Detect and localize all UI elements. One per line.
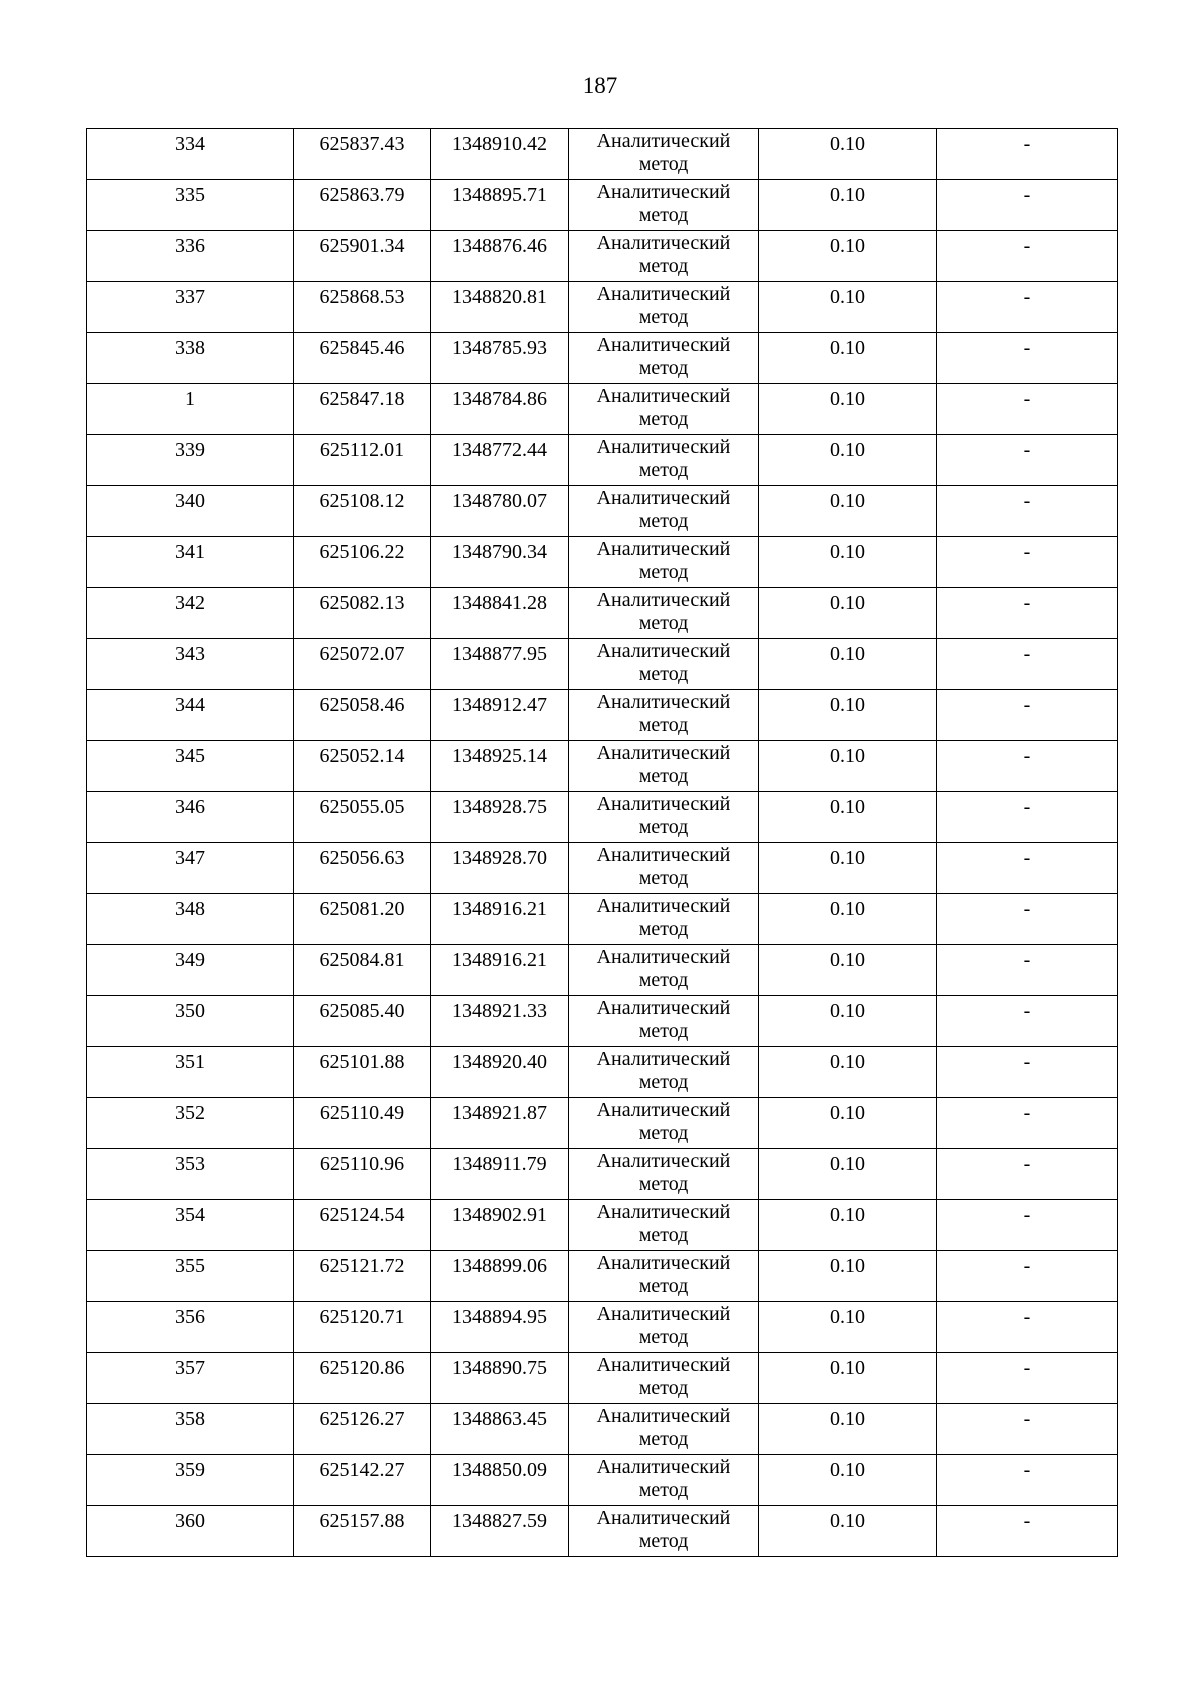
accuracy-cell: 0.10 [759,1251,937,1302]
x-coordinate-cell: 625837.43 [294,129,431,180]
method-cell [569,384,759,435]
method-line-2: метод [638,408,689,430]
x-coordinate-cell: 625120.71 [294,1302,431,1353]
y-coordinate-cell: 1348790.34 [431,537,569,588]
accuracy-cell: 0.10 [759,1302,937,1353]
coordinates-table [86,128,1118,1557]
note-cell: - [937,1455,1118,1506]
table-row [87,1302,1118,1353]
point-number-cell: 350 [87,996,294,1047]
y-coordinate-cell: 1348850.09 [431,1455,569,1506]
point-number-cell: 340 [87,486,294,537]
method-line-1: Аналитический [596,1099,731,1121]
method-line-1: Аналитический [596,232,731,254]
method-cell [569,486,759,537]
method-line-1: Аналитический [596,1048,731,1070]
method-line-2: метод [638,306,689,328]
y-coordinate-cell: 1348876.46 [431,231,569,282]
y-coordinate-cell: 1348895.71 [431,180,569,231]
x-coordinate-cell: 625868.53 [294,282,431,333]
method-line-2: метод [638,1428,689,1450]
method-line-1: Аналитический [596,1303,731,1325]
table-row [87,639,1118,690]
note-cell: - [937,1047,1118,1098]
point-number-cell: 338 [87,333,294,384]
note-cell: - [937,1506,1118,1557]
table-row [87,1200,1118,1251]
point-number-cell: 349 [87,945,294,996]
note-cell: - [937,1353,1118,1404]
table-row [87,843,1118,894]
method-line-2: метод [638,1020,689,1042]
note-cell: - [937,792,1118,843]
accuracy-cell: 0.10 [759,1506,937,1557]
table-row [87,894,1118,945]
method-line-2: метод [638,1326,689,1348]
method-cell [569,180,759,231]
x-coordinate-cell: 625106.22 [294,537,431,588]
method-line-1: Аналитический [596,997,731,1019]
point-number-cell: 342 [87,588,294,639]
method-line-2: метод [638,1530,689,1552]
note-cell: - [937,1200,1118,1251]
point-number-cell: 335 [87,180,294,231]
method-cell [569,1455,759,1506]
x-coordinate-cell: 625845.46 [294,333,431,384]
point-number-cell: 346 [87,792,294,843]
page-number: 187 [582,73,618,98]
accuracy-cell: 0.10 [759,129,937,180]
point-number-cell: 358 [87,1404,294,1455]
point-number-cell: 359 [87,1455,294,1506]
note-cell: - [937,690,1118,741]
method-cell [569,1149,759,1200]
point-number-cell: 347 [87,843,294,894]
table-row [87,690,1118,741]
method-line-1: Аналитический [596,691,731,713]
method-cell [569,1506,759,1557]
point-number-cell: 339 [87,435,294,486]
accuracy-cell: 0.10 [759,180,937,231]
method-cell [569,843,759,894]
note-cell: - [937,894,1118,945]
y-coordinate-cell: 1348902.91 [431,1200,569,1251]
x-coordinate-cell: 625124.54 [294,1200,431,1251]
x-coordinate-cell: 625110.96 [294,1149,431,1200]
x-coordinate-cell: 625085.40 [294,996,431,1047]
accuracy-cell: 0.10 [759,384,937,435]
y-coordinate-cell: 1348921.87 [431,1098,569,1149]
y-coordinate-cell: 1348916.21 [431,894,569,945]
method-line-2: метод [638,255,689,277]
note-cell: - [937,486,1118,537]
method-line-1: Аналитический [596,1252,731,1274]
point-number-cell: 356 [87,1302,294,1353]
point-number-cell: 343 [87,639,294,690]
y-coordinate-cell: 1348916.21 [431,945,569,996]
point-number-cell: 352 [87,1098,294,1149]
point-number-cell: 353 [87,1149,294,1200]
method-cell [569,639,759,690]
table-row [87,741,1118,792]
x-coordinate-cell: 625052.14 [294,741,431,792]
table-row [87,333,1118,384]
method-line-1: Аналитический [596,283,731,305]
method-line-2: метод [638,663,689,685]
y-coordinate-cell: 1348925.14 [431,741,569,792]
x-coordinate-cell: 625056.63 [294,843,431,894]
accuracy-cell: 0.10 [759,588,937,639]
note-cell: - [937,180,1118,231]
method-line-1: Аналитический [596,844,731,866]
accuracy-cell: 0.10 [759,843,937,894]
note-cell: - [937,588,1118,639]
table-row [87,282,1118,333]
x-coordinate-cell: 625082.13 [294,588,431,639]
method-cell [569,588,759,639]
table-row [87,1047,1118,1098]
accuracy-cell: 0.10 [759,333,937,384]
y-coordinate-cell: 1348827.59 [431,1506,569,1557]
accuracy-cell: 0.10 [759,231,937,282]
point-number-cell: 354 [87,1200,294,1251]
coordinates-table-body [87,129,1118,1557]
point-number-cell: 345 [87,741,294,792]
accuracy-cell: 0.10 [759,1047,937,1098]
method-line-1: Аналитический [596,946,731,968]
y-coordinate-cell: 1348890.75 [431,1353,569,1404]
method-cell [569,537,759,588]
method-line-1: Аналитический [596,742,731,764]
y-coordinate-cell: 1348899.06 [431,1251,569,1302]
table-row [87,435,1118,486]
y-coordinate-cell: 1348784.86 [431,384,569,435]
accuracy-cell: 0.10 [759,1149,937,1200]
y-coordinate-cell: 1348928.75 [431,792,569,843]
accuracy-cell: 0.10 [759,1404,937,1455]
x-coordinate-cell: 625101.88 [294,1047,431,1098]
y-coordinate-cell: 1348820.81 [431,282,569,333]
method-line-1: Аналитический [596,1456,731,1478]
x-coordinate-cell: 625901.34 [294,231,431,282]
method-line-1: Аналитический [596,1354,731,1376]
point-number-cell: 357 [87,1353,294,1404]
method-cell [569,129,759,180]
note-cell: - [937,129,1118,180]
x-coordinate-cell: 625847.18 [294,384,431,435]
point-number-cell: 348 [87,894,294,945]
accuracy-cell: 0.10 [759,282,937,333]
method-cell [569,1251,759,1302]
table-row [87,1353,1118,1404]
method-line-2: метод [638,816,689,838]
method-line-2: метод [638,1122,689,1144]
accuracy-cell: 0.10 [759,1200,937,1251]
method-cell [569,333,759,384]
table-row [87,945,1118,996]
x-coordinate-cell: 625072.07 [294,639,431,690]
note-cell: - [937,1098,1118,1149]
accuracy-cell: 0.10 [759,537,937,588]
x-coordinate-cell: 625110.49 [294,1098,431,1149]
note-cell: - [937,231,1118,282]
y-coordinate-cell: 1348911.79 [431,1149,569,1200]
x-coordinate-cell: 625863.79 [294,180,431,231]
method-line-1: Аналитический [596,589,731,611]
y-coordinate-cell: 1348780.07 [431,486,569,537]
x-coordinate-cell: 625121.72 [294,1251,431,1302]
accuracy-cell: 0.10 [759,690,937,741]
y-coordinate-cell: 1348910.42 [431,129,569,180]
method-line-2: метод [638,459,689,481]
method-line-2: метод [638,561,689,583]
method-line-2: метод [638,714,689,736]
y-coordinate-cell: 1348841.28 [431,588,569,639]
note-cell: - [937,1149,1118,1200]
method-cell [569,1302,759,1353]
y-coordinate-cell: 1348928.70 [431,843,569,894]
x-coordinate-cell: 625108.12 [294,486,431,537]
x-coordinate-cell: 625157.88 [294,1506,431,1557]
point-number-cell: 344 [87,690,294,741]
method-line-1: Аналитический [596,640,731,662]
accuracy-cell: 0.10 [759,945,937,996]
method-line-1: Аналитический [596,895,731,917]
method-line-2: метод [638,1377,689,1399]
method-cell [569,792,759,843]
y-coordinate-cell: 1348894.95 [431,1302,569,1353]
method-cell [569,1047,759,1098]
x-coordinate-cell: 625142.27 [294,1455,431,1506]
method-line-2: метод [638,204,689,226]
note-cell: - [937,843,1118,894]
method-line-1: Аналитический [596,181,731,203]
accuracy-cell: 0.10 [759,792,937,843]
note-cell: - [937,1251,1118,1302]
table-row [87,1149,1118,1200]
note-cell: - [937,333,1118,384]
y-coordinate-cell: 1348920.40 [431,1047,569,1098]
table-row [87,384,1118,435]
table-row [87,180,1118,231]
table-row [87,792,1118,843]
point-number-cell: 341 [87,537,294,588]
x-coordinate-cell: 625055.05 [294,792,431,843]
note-cell: - [937,384,1118,435]
method-cell [569,996,759,1047]
method-line-1: Аналитический [596,385,731,407]
table-row [87,129,1118,180]
method-line-1: Аналитический [596,436,731,458]
table-row [87,231,1118,282]
method-cell [569,690,759,741]
method-cell [569,945,759,996]
point-number-cell: 337 [87,282,294,333]
method-line-1: Аналитический [596,538,731,560]
method-line-1: Аналитический [596,1405,731,1427]
table-row [87,1455,1118,1506]
method-line-2: метод [638,153,689,175]
method-line-2: метод [638,612,689,634]
method-line-2: метод [638,1071,689,1093]
table-row [87,1404,1118,1455]
method-cell [569,231,759,282]
accuracy-cell: 0.10 [759,996,937,1047]
method-line-1: Аналитический [596,130,731,152]
note-cell: - [937,741,1118,792]
point-number-cell: 336 [87,231,294,282]
note-cell: - [937,639,1118,690]
method-line-1: Аналитический [596,1150,731,1172]
x-coordinate-cell: 625081.20 [294,894,431,945]
table-row [87,486,1118,537]
note-cell: - [937,537,1118,588]
y-coordinate-cell: 1348912.47 [431,690,569,741]
method-line-2: метод [638,1479,689,1501]
note-cell: - [937,1404,1118,1455]
note-cell: - [937,996,1118,1047]
accuracy-cell: 0.10 [759,741,937,792]
y-coordinate-cell: 1348877.95 [431,639,569,690]
method-cell [569,1404,759,1455]
x-coordinate-cell: 625120.86 [294,1353,431,1404]
point-number-cell: 360 [87,1506,294,1557]
method-line-2: метод [638,510,689,532]
method-line-2: метод [638,1224,689,1246]
note-cell: - [937,945,1118,996]
method-cell [569,741,759,792]
table-row [87,1098,1118,1149]
table-row [87,1506,1118,1557]
note-cell: - [937,1302,1118,1353]
method-cell [569,1353,759,1404]
point-number-cell: 351 [87,1047,294,1098]
method-line-1: Аналитический [596,1201,731,1223]
table-row [87,537,1118,588]
method-line-1: Аналитический [596,487,731,509]
method-line-1: Аналитический [596,334,731,356]
method-line-2: метод [638,1275,689,1297]
method-cell [569,894,759,945]
y-coordinate-cell: 1348785.93 [431,333,569,384]
method-cell [569,435,759,486]
x-coordinate-cell: 625058.46 [294,690,431,741]
method-line-2: метод [638,969,689,991]
table-row [87,588,1118,639]
method-cell [569,282,759,333]
point-number-cell: 1 [87,384,294,435]
method-line-2: метод [638,1173,689,1195]
accuracy-cell: 0.10 [759,1455,937,1506]
x-coordinate-cell: 625112.01 [294,435,431,486]
accuracy-cell: 0.10 [759,486,937,537]
point-number-cell: 334 [87,129,294,180]
note-cell: - [937,282,1118,333]
accuracy-cell: 0.10 [759,639,937,690]
table-row [87,996,1118,1047]
x-coordinate-cell: 625126.27 [294,1404,431,1455]
accuracy-cell: 0.10 [759,894,937,945]
accuracy-cell: 0.10 [759,1353,937,1404]
point-number-cell: 355 [87,1251,294,1302]
method-line-2: метод [638,918,689,940]
table-row [87,1251,1118,1302]
y-coordinate-cell: 1348863.45 [431,1404,569,1455]
note-cell: - [937,435,1118,486]
accuracy-cell: 0.10 [759,435,937,486]
method-cell [569,1098,759,1149]
method-cell [569,1200,759,1251]
method-line-2: метод [638,867,689,889]
x-coordinate-cell: 625084.81 [294,945,431,996]
method-line-2: метод [638,765,689,787]
y-coordinate-cell: 1348772.44 [431,435,569,486]
accuracy-cell: 0.10 [759,1098,937,1149]
y-coordinate-cell: 1348921.33 [431,996,569,1047]
method-line-1: Аналитический [596,793,731,815]
method-line-1: Аналитический [596,1507,731,1529]
method-line-2: метод [638,357,689,379]
